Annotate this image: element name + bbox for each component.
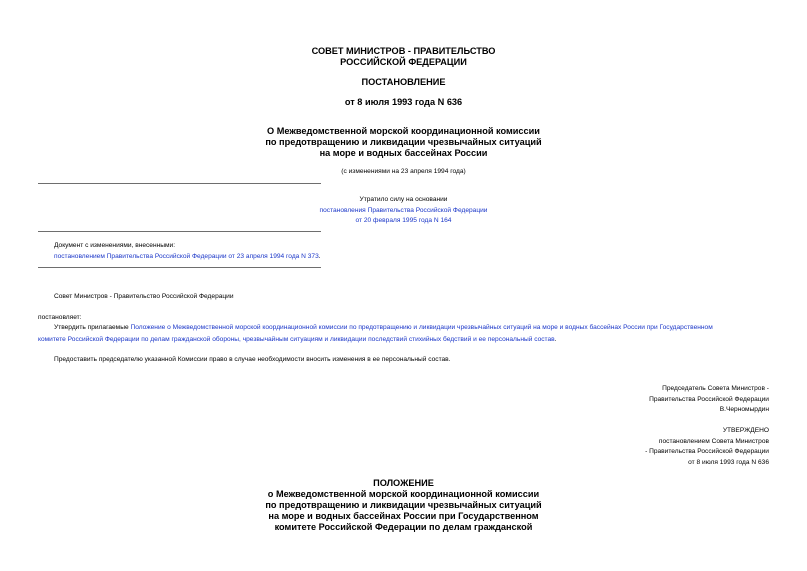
repeal-note: Утратило силу на основании [359,196,448,203]
regulation-line1: о Межведомственной морской координационной комиссии [267,489,540,499]
changes-suffix: . [318,253,321,260]
regulation-line3: на море и водных бассейнах России при Государственном [268,511,539,521]
amendment-note: (с изменениями на 23 апреля 1994 года) [341,168,466,175]
paragraph-1 [38,322,772,345]
doc-title-line2: по предотвращению и ликвидации чрезвычайных ситуаций [265,137,542,147]
paragraph-1-end: . [554,335,557,343]
regulation-link[interactable]: Положение о Межведомственной морской координационной комиссии по предотвращению и ликвидации чрезвычайных ситуаций на море и водных бассейнах России при Государственном [130,324,713,331]
approval-line1: УТВЕРЖДЕНО [722,427,769,434]
org-name-line1: СОВЕТ МИНИСТРОВ - ПРАВИТЕЛЬСТВО [311,46,496,56]
signature-block [649,384,769,416]
doc-type: ПОСТАНОВЛЕНИЕ [361,77,446,87]
regulation-link-continued[interactable]: комитете Российской Федерации по делам гражданской обороны, чрезвычайным ситуациям и ликвидации последствий стихийных бедствий и ее персональный состав [38,335,555,343]
signature-line2: Правительства Российской Федерации [649,395,769,403]
divider [38,231,321,232]
approval-line4: от 8 июля 1993 года N 636 [688,458,769,466]
intro-text: Совет Министров - Правительство Российской Федерации [54,293,234,300]
doc-title-line1: О Межведомственной морской координационной комиссии [267,126,540,136]
signature-line1: Председатель Совета Министров - [662,385,769,392]
changes-link[interactable]: постановлением Правительства Российской Федерации от 23 апреля 1994 года N 373 [54,253,319,260]
doc-title-line3: на море и водных бассейнах России [319,148,488,158]
decrees-text: постановляет: [38,314,82,321]
approval-block [645,426,769,468]
regulation-title: ПОЛОЖЕНИЕ [373,478,434,488]
signature-name: В.Черномырдин [719,406,769,414]
approval-line3: - Правительства Российской Федерации [645,448,769,456]
regulation-line4: комитете Российской Федерации по делам гражданской [274,522,533,532]
repeal-link-line2[interactable]: от 20 февраля 1995 года N 164 [355,217,452,224]
divider [38,267,321,268]
org-name-line2: РОССИЙСКОЙ ФЕДЕРАЦИИ [340,57,467,67]
approval-line2: постановлением Совета Министров [658,437,769,445]
regulation-line2: по предотвращению и ликвидации чрезвычайных ситуаций [265,500,542,510]
changes-line [54,252,321,262]
doc-date: от 8 июля 1993 года N 636 [344,97,463,107]
paragraph-2: Предоставить председателю указанной Комиссии право в случае необходимости вносить изменения в ее персональный состав. [54,356,451,363]
divider [38,183,321,184]
paragraph-1-start: Утвердить прилагаемые [54,324,131,331]
repeal-link-line1[interactable]: постановления Правительства Российской Федерации [319,207,488,214]
changes-label: Документ с изменениями, внесенными: [54,242,176,249]
